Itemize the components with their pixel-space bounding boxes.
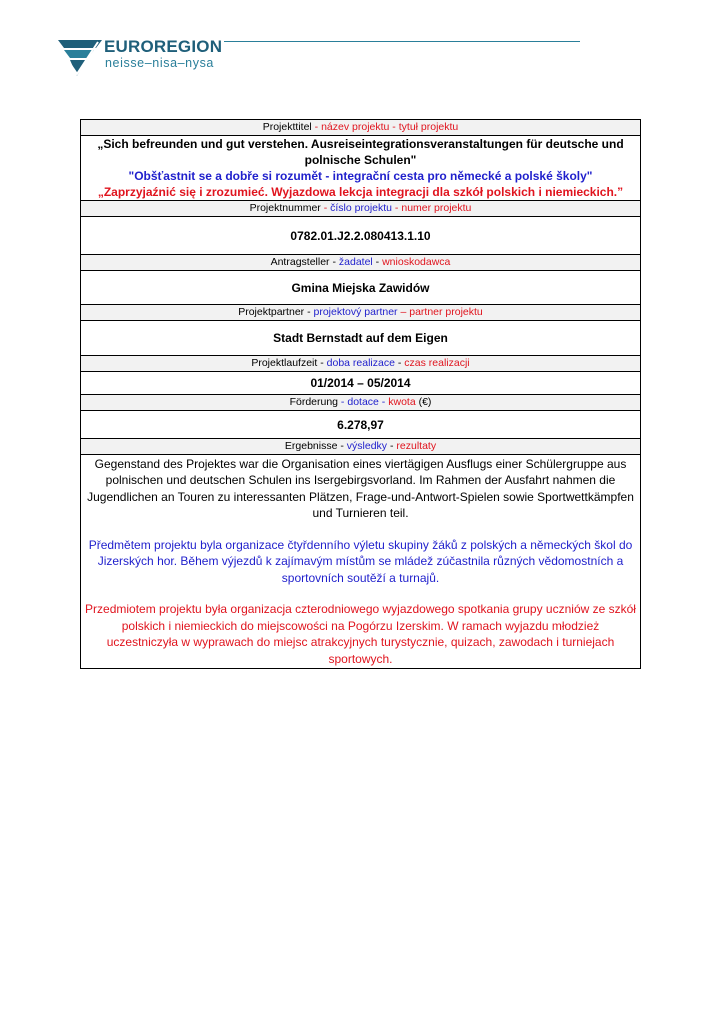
header-divider	[224, 41, 580, 42]
results-cz: Předmětem projektu byla organizace čtyřdenního výletu skupiny žáků z polských a německých škol do Jizerských hor. Během výjezdů k zajímavým místům se mládež zúčastnila různých vědomostních a sportovních soutěží a turnajů.	[88, 537, 633, 585]
duration-label: Projektlaufzeit - doba realizace - czas realizacji	[81, 356, 641, 372]
euroregion-logo-icon	[58, 38, 102, 78]
project-title-de: „Sich befreunden und gut verstehen. Ausreiseintegrationsveranstaltungen für deutsche und polnische Schulen"	[97, 137, 624, 167]
funding-label: Förderung - dotace - kwota (€)	[81, 395, 641, 411]
logo-subtitle: neisse–nisa–nysa	[105, 56, 214, 70]
applicant-label: Antragsteller - žadatel - wnioskodawca	[81, 255, 641, 271]
project-title-value	[81, 136, 641, 201]
logo-title: EUROREGION	[104, 37, 223, 56]
partner-label: Projektpartner - projektový partner – partner projektu	[81, 305, 641, 321]
project-info-table	[80, 119, 641, 669]
project-title-label: Projekttitel - název projektu - tytuł projektu	[81, 120, 641, 136]
applicant-value: Gmina Miejska Zawidów	[81, 271, 641, 305]
project-number-label: Projektnummer - číslo projektu - numer projektu	[81, 201, 641, 217]
results-de: Gegenstand des Projektes war die Organisation eines viertägigen Ausflugs einer Schülergruppe aus polnischen und deutschen Schulen ins Isergebirgsvorland. Im Rahmen der Ausfahrt nahmen die Jugendlichen an Touren zu interessanten Plätzen, Frage-und-Antwort-Spielen sowie Sportwettkämpfen und Turnieren teil.	[87, 456, 634, 521]
results-content	[81, 455, 641, 669]
euroregion-header	[58, 34, 588, 84]
partner-value: Stadt Bernstadt auf dem Eigen	[81, 321, 641, 356]
results-label: Ergebnisse - výsledky - rezultaty	[81, 439, 641, 455]
funding-value: 6.278,97	[81, 411, 641, 439]
project-title-pl: „Zaprzyjaźnić się i zrozumieć. Wyjazdowa lekcja integracji dla szkół polskich i niemieckich.”	[97, 185, 624, 199]
results-pl: Przedmiotem projektu była organizacja czterodniowego wyjazdowego spotkania grupy uczniów ze szkół polskich i niemieckich do miejscowości na Pogórzu Izerskim. W ramach wyjazdu młodzież uczestniczyła w wyprawach do miejsc atrakcyjnych turystycznie, quizach, zawodach i turniejach sportowych.	[85, 602, 636, 666]
duration-value: 01/2014 – 05/2014	[81, 372, 641, 395]
project-number-value: 0782.01.J2.2.080413.1.10	[81, 217, 641, 255]
project-title-cz: "Obšťastnit se a dobře si rozumět - integrační cesta pro německé a polské školy"	[128, 169, 593, 183]
